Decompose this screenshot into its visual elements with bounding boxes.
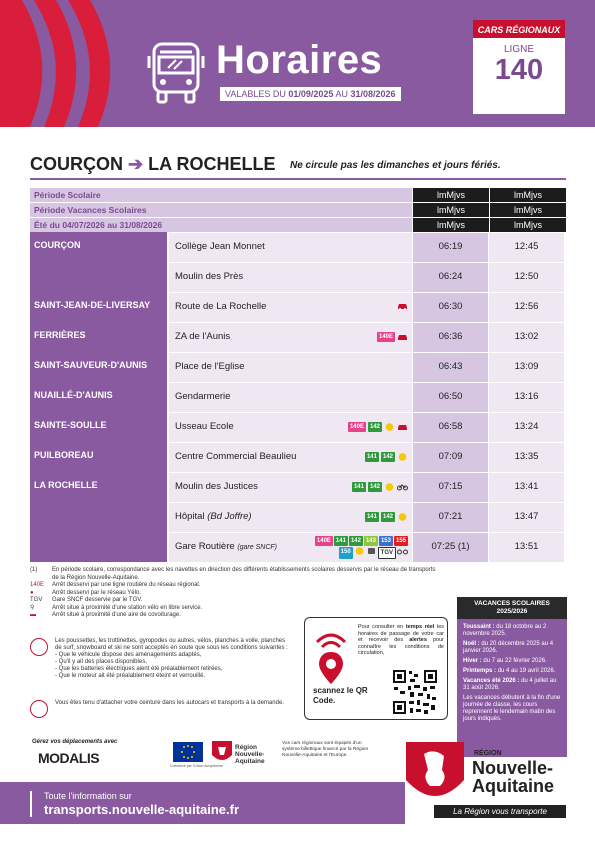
- legend-notes: [30, 567, 440, 620]
- period-days: lmMjvs: [413, 218, 489, 232]
- line-badge-142: 142: [382, 514, 393, 520]
- stop-badges: [352, 482, 408, 492]
- holiday-label: Noël :: [463, 641, 480, 647]
- town-name: SAINT-SAUVEUR-D'AUNIS: [30, 352, 167, 382]
- table-row: [30, 472, 566, 502]
- line-badge: [473, 20, 565, 114]
- region-shield-icon: [212, 741, 232, 765]
- stops-table: [30, 232, 566, 562]
- carpool-car-icon: [397, 333, 408, 341]
- stop-detail: (Bd Joffre): [207, 511, 252, 522]
- time-cell: 06:58: [412, 412, 488, 442]
- stop-cell: [167, 442, 412, 472]
- period-days: lmMjvs: [490, 218, 566, 232]
- holiday-dates: du 18 octobre au 2 novembre 2025.: [463, 624, 547, 637]
- note-text: Arrêt desservi par une ligne routière du réseau régional.: [52, 582, 201, 588]
- rules-intro: Les poussettes, les trottinettes, gyropodes ou autres, vélos, planches à voile, planches de surf, snowboard et ski ne sont acceptés en soute que sous les conditions suivantes :: [55, 638, 288, 651]
- stop-name: Route de La Rochelle: [175, 301, 267, 312]
- yelo-bus-icon: [384, 423, 395, 431]
- table-row: [30, 322, 566, 352]
- note-text: Gare SNCF desservie par le TGV.: [52, 597, 143, 603]
- bike-station-icon: [397, 547, 408, 555]
- stop-cell: [167, 322, 412, 352]
- stop-name: Gare Routière: [175, 541, 235, 552]
- line-badge-142: 142: [382, 454, 393, 460]
- line-badge-142: 142: [350, 538, 361, 544]
- eu-caption: Cofinancé par l'Union européenne: [170, 764, 224, 768]
- cofund-text: Vos cars régionaux sont équipés d'un système billettique financé par la Région Nouvelle-Aquitaine et l'Europe.: [282, 741, 369, 758]
- route-to: LA ROCHELLE: [148, 154, 276, 174]
- tgv-badge: TGV: [378, 547, 396, 559]
- note-text: Arrêt situé à proximité d'une aire de covoiturage.: [52, 612, 181, 618]
- modalis-caption: Gérez vos déplacements avec: [32, 739, 118, 745]
- carpool-car-icon: [397, 302, 408, 310]
- school-holidays-box: [457, 597, 567, 757]
- holiday-item: [463, 678, 561, 692]
- time-cell: 12:50: [488, 262, 564, 292]
- bike-icon: [30, 638, 48, 656]
- qr-code[interactable]: [391, 669, 439, 715]
- qr-scan-label: scannez le QR Code.: [313, 686, 368, 705]
- carpool-car-icon: [397, 423, 408, 431]
- qr-text-part: Pour consulter en: [358, 624, 404, 630]
- stop-name: Moulin des Près: [167, 262, 412, 292]
- footer-url-link[interactable]: transports.nouvelle-aquitaine.fr: [44, 802, 240, 817]
- table-row: [30, 442, 566, 472]
- yelo-bus-icon: [384, 483, 395, 491]
- stop-name: Gendarmerie: [167, 382, 412, 412]
- table-row: [30, 532, 566, 562]
- page-title: Horaires: [216, 38, 383, 82]
- line-badge-141: 141: [335, 538, 346, 544]
- holiday-label: Vacances été 2026 :: [463, 678, 520, 684]
- time-cell: 07:15: [412, 472, 488, 502]
- holiday-label: Hiver :: [463, 658, 482, 664]
- line-badge-142: 142: [369, 424, 380, 430]
- region-label: RÉGION: [474, 750, 502, 757]
- yelo-bus-icon: [354, 547, 365, 555]
- table-row: [30, 352, 566, 382]
- time-cell: 12:56: [488, 292, 564, 322]
- holiday-item: [463, 658, 561, 665]
- stop-cell: [167, 472, 412, 502]
- yelo-bus-icon: [397, 513, 408, 521]
- time-cell: 12:45: [488, 232, 564, 262]
- time-cell: 07:21: [412, 502, 488, 532]
- town-name: COURÇON: [30, 232, 167, 262]
- train-icon: [366, 547, 377, 555]
- rules-item: - Qu'il y ait des places disponibles,: [55, 659, 147, 665]
- note-row: [30, 567, 440, 582]
- badge-row: [315, 536, 408, 546]
- route-title: [30, 154, 275, 175]
- line-badge-142: 142: [369, 484, 380, 490]
- ligne-label: LIGNE: [503, 44, 534, 55]
- location-signal-icon: [311, 628, 351, 686]
- stop-name: Hôpital: [175, 511, 205, 522]
- yelo-bus-icon: ●: [30, 589, 34, 596]
- period-table: [30, 188, 566, 233]
- time-cell: 06:19: [412, 232, 488, 262]
- ligne-number: 140: [494, 54, 544, 86]
- town-name: [30, 262, 167, 292]
- time-cell: 13:16: [488, 382, 564, 412]
- time-cell: 13:41: [488, 472, 564, 502]
- route-arrow-icon: ➔: [128, 154, 144, 174]
- town-name: FERRIÈRES: [30, 322, 167, 352]
- holiday-item: [463, 641, 561, 655]
- stop-cell: [167, 502, 412, 532]
- bike-station-icon: ⚲: [30, 604, 35, 611]
- time-cell: 06:24: [412, 262, 488, 292]
- validity-dates: [220, 87, 401, 101]
- note-text: En période scolaire, correspondance avec les navettes en direction des différents établissements scolaires desservis par le réseau de transports de la Région Nouvelle-Aquitaine.: [52, 567, 436, 581]
- seatbelt-text: Vous êtes tenu d'attacher votre ceinture dans les autocars et transports à la demande.: [55, 700, 284, 706]
- stop-name: Centre Commercial Beaulieu: [175, 451, 297, 462]
- line-badge-155: 155: [395, 538, 406, 544]
- region-logo-small: [212, 741, 268, 765]
- bus-icon: [146, 40, 206, 106]
- eu-flag-icon: [173, 742, 203, 762]
- period-row: [30, 203, 566, 217]
- line-badge-140e: 140E: [378, 334, 393, 340]
- period-name: Été du 04/07/2026 au 31/08/2026: [30, 218, 412, 232]
- line-badge-150: 150: [339, 547, 353, 559]
- route-divider: [30, 178, 566, 180]
- rules-item: - Que les batteries électriques aient été préalablement retirées,: [55, 666, 223, 672]
- note-key: (1): [30, 567, 38, 573]
- town-name: PUILBOREAU: [30, 442, 167, 472]
- stop-name: Usseau Ecole: [175, 421, 234, 432]
- route-note: Ne circule pas les dimanches et jours fériés.: [290, 160, 501, 171]
- stop-badges: [315, 536, 408, 559]
- validity-mid: AU: [335, 89, 348, 99]
- note-row: [30, 597, 440, 605]
- holiday-dates: du 4 au 19 avril 2026.: [497, 668, 556, 674]
- holiday-label: Printemps :: [463, 668, 497, 674]
- decorative-stripes: [0, 0, 130, 127]
- stop-badges: [365, 512, 408, 522]
- stop-name: Moulin des Justices: [175, 481, 258, 492]
- town-name: SAINT-JEAN-DE-LIVERSAY: [30, 292, 167, 322]
- time-cell: 13:47: [488, 502, 564, 532]
- note-text: Arrêt situé à proximité d'une station vélo en libre service.: [52, 604, 203, 611]
- note-row: [30, 582, 440, 590]
- line-badge-140e: 140E: [316, 538, 331, 544]
- holiday-dates: du 20 décembre 2025 au 4 janvier 2026.: [463, 641, 554, 654]
- holiday-dates: du 4 juillet au 31 août 2026.: [463, 678, 557, 691]
- line-badge-141: 141: [353, 484, 364, 490]
- town-name: LA ROCHELLE: [30, 472, 167, 502]
- stop-badges: [348, 422, 408, 432]
- region-name: Nouvelle-Aquitaine: [472, 758, 555, 796]
- table-row: [30, 412, 566, 442]
- note-key: TGV: [30, 597, 43, 603]
- luggage-rules: [30, 638, 290, 680]
- network-label: CARS RÉGIONAUX: [473, 20, 565, 38]
- line-badge-143: 143: [365, 538, 376, 544]
- time-cell: 13:35: [488, 442, 564, 472]
- rules-item: - Que le moteur ait été préalablement éteint et verrouillé.: [55, 673, 206, 679]
- line-badge-141: 141: [366, 514, 377, 520]
- qr-description: [358, 624, 444, 657]
- stop-cell: [167, 412, 412, 442]
- town-name: NUAILLÉ-D'AUNIS: [30, 382, 167, 412]
- stop-badges: [365, 452, 408, 462]
- time-cell: 13:02: [488, 322, 564, 352]
- time-cell: 07:25 (1): [412, 532, 488, 562]
- town-name: [30, 502, 167, 532]
- line-badge-153: 153: [380, 538, 391, 544]
- stop-detail: (gare SNCF): [237, 544, 277, 551]
- qr-panel: [304, 617, 448, 720]
- stop-cell: [167, 532, 412, 562]
- modalis-logo: MODALIS: [38, 750, 100, 766]
- time-cell: 06:30: [412, 292, 488, 322]
- region-tagline: La Région vous transporte: [434, 805, 566, 818]
- time-cell: 07:09: [412, 442, 488, 472]
- qr-text-bold: alertes: [409, 637, 427, 643]
- stop-badges: [397, 302, 408, 310]
- validity-to: 31/08/2026: [350, 89, 396, 99]
- period-days: lmMjvs: [413, 188, 489, 202]
- line-badge-140e: 140E: [349, 424, 364, 430]
- period-name: Période Scolaire: [30, 188, 412, 202]
- region-name-small: Région Nouvelle-Aquitaine: [235, 744, 265, 765]
- qr-text-part: pour connaître les conditions de circulation,: [358, 637, 445, 656]
- stop-name: ZA de l'Aunis: [175, 331, 231, 342]
- note-row: [30, 590, 440, 598]
- bike-station-icon: [397, 483, 408, 491]
- stop-name: Place de l'Eglise: [167, 352, 412, 382]
- town-name: [30, 532, 167, 562]
- header-band: [0, 0, 595, 127]
- qr-text-bold: temps réel: [405, 624, 435, 630]
- footer-caption: Toute l'information sur: [44, 791, 132, 801]
- seatbelt-notice: [30, 700, 290, 707]
- region-shield-icon: [404, 740, 466, 810]
- table-row: [30, 262, 566, 292]
- time-cell: 13:51: [488, 532, 564, 562]
- table-row: [30, 232, 566, 262]
- holiday-item: [463, 624, 561, 638]
- line-badge-141: 141: [366, 454, 377, 460]
- time-cell: 06:50: [412, 382, 488, 412]
- period-row: [30, 218, 566, 232]
- holiday-label: Toussaint :: [463, 624, 495, 630]
- stop-name: Collège Jean Monnet: [167, 232, 412, 262]
- table-row: [30, 502, 566, 532]
- stop-cell: [167, 292, 412, 322]
- time-cell: 13:09: [488, 352, 564, 382]
- seatbelt-icon: [30, 700, 48, 718]
- holiday-dates: du 7 au 22 février 2026.: [483, 658, 547, 664]
- validity-from: 01/09/2025: [288, 89, 334, 99]
- period-days: lmMjvs: [490, 188, 566, 202]
- town-name: SAINTE-SOULLE: [30, 412, 167, 442]
- badge-row: [339, 547, 408, 559]
- yelo-bus-icon: [397, 453, 408, 461]
- time-cell: 06:43: [412, 352, 488, 382]
- holidays-footnote: Les vacances débutent à la fin d'une journée de classe, les cours reprennent le lendemain matin des jours indiqués.: [463, 695, 561, 722]
- holidays-title: VACANCES SCOLAIRES 2025/2026: [457, 597, 567, 619]
- qr-text-part: les horaires de passage de votre car et recevoir des: [358, 624, 445, 643]
- footer-band: [0, 782, 405, 824]
- period-days: lmMjvs: [413, 203, 489, 217]
- period-name: Période Vacances Scolaires: [30, 203, 412, 217]
- note-key: 140E: [30, 582, 45, 588]
- time-cell: 06:36: [412, 322, 488, 352]
- validity-prefix: VALABLES DU: [225, 89, 286, 99]
- rules-item: - Que le véhicule dispose des aménagements adaptés,: [55, 652, 202, 658]
- table-row: [30, 292, 566, 322]
- table-row: [30, 382, 566, 412]
- carpool-car-icon: ▬: [30, 612, 36, 618]
- period-days: lmMjvs: [490, 203, 566, 217]
- footer-bar: [30, 791, 32, 817]
- note-text: Arrêt desservi par le réseau Yélo.: [52, 589, 141, 596]
- route-from: COURÇON: [30, 154, 123, 174]
- note-row: [30, 605, 440, 613]
- stop-badges: [377, 332, 408, 342]
- period-row: [30, 188, 566, 202]
- holiday-item: [463, 668, 561, 675]
- region-logo: [404, 740, 566, 820]
- time-cell: 13:24: [488, 412, 564, 442]
